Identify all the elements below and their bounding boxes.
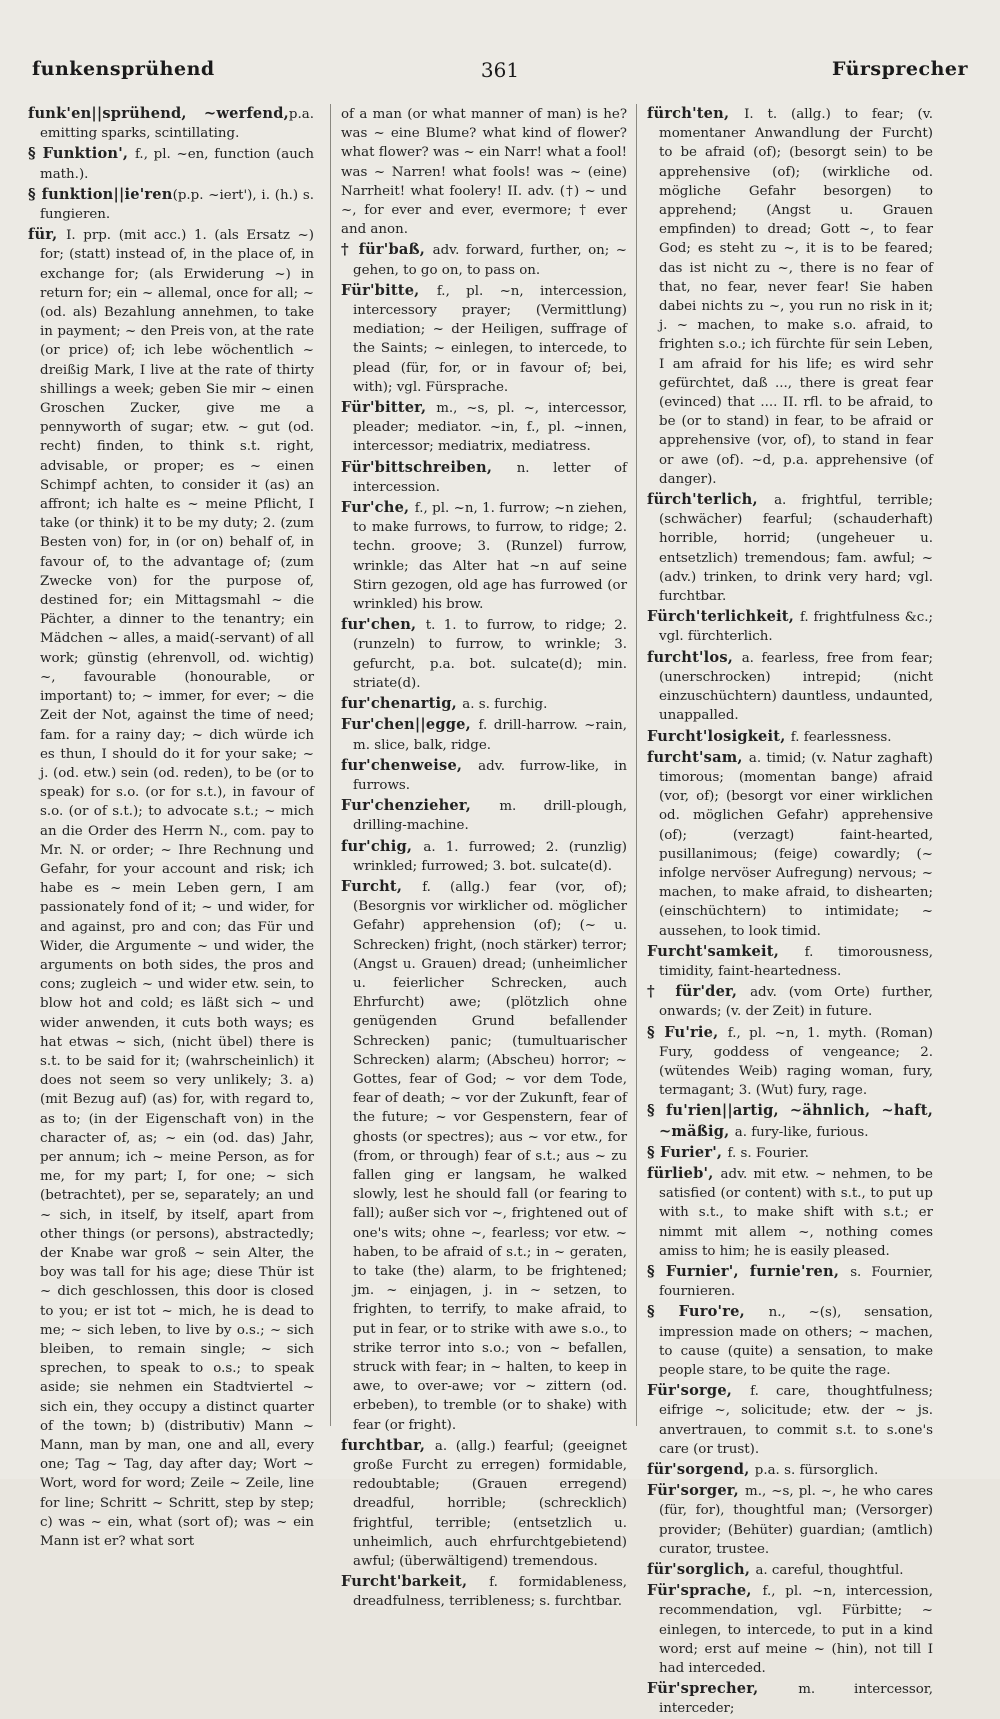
entry-definition: a. s. furchig.	[462, 697, 548, 713]
dictionary-entry	[647, 1560, 933, 1580]
entry-headword: fur'chen,	[341, 616, 426, 634]
dictionary-entry	[341, 104, 627, 239]
entry-definition: f. frightfulness &c.; vgl. fürchterlich.	[659, 610, 933, 645]
entry-headword: § Furier',	[647, 1143, 728, 1161]
entry-definition: a. frightful, terrible; (schwächer) fearful; (schauderhaft) horrible, horrid; (ungeheuer u. entsetzlich) tremendous; fam. awful; ~ (adv.) trinken, to drink very hard; vgl. furchtbar.	[659, 493, 933, 605]
dictionary-entry	[647, 1302, 933, 1380]
entry-headword: furchtbar,	[341, 1436, 435, 1454]
dictionary-entry	[341, 877, 627, 1435]
dictionary-entry	[647, 1143, 933, 1163]
dictionary-entry	[341, 458, 627, 497]
dictionary-entry	[341, 1436, 627, 1571]
dictionary-entry	[28, 104, 314, 143]
entry-headword: furcht'sam,	[647, 748, 749, 766]
entry-headword: Für'bitte,	[341, 281, 437, 299]
dictionary-entry	[647, 727, 933, 747]
entry-definition: f. (allg.) fear (vor, of); (Besorgnis vor wirklicher od. möglicher Gefahr) apprehension (of); (~ u. Schrecken) fright, (noch stärker) terror; (Angst u. Grauen) dread; (unheimlicher u. feierlicher Schrecken, auch Ehrfurcht) awe; (plötzlich ohne genügenden Grund befallender Schrecken) panic; (tumultuarischer Schrecken) alarm; (Abscheu) horror; ~ Gottes, fear of God; ~ vor dem Tode, fear of death; ~ vor der Zukunft, fear of the future; ~ vor Gespenstern, fear of ghosts (or spectres); aus ~ vor etw., for (from, or through) fear of s.t.; aus ~ zu fallen ging er langsam, he walked slowly, lest he should fall (or fearing to fall); außer sich vor ~, frightened out of one's wits; ohne ~, fearless; vor etw. ~ haben, to be afraid of s.t.; in ~ geraten, to take (the) alarm, to be frightened; jm. ~ einjagen, j. in ~ setzen, to frighten, to terrify, to make afraid, to put in fear, or to strike with awe s.o., to strike terror into s.o.; von ~ befallen, struck with fear; in ~ halten, to keep in awe, to over-awe; vor ~ zittern (od. erbeben), to tremble (or to shake) with fear (or fright).	[353, 879, 627, 1433]
entry-headword: Für'sprecher,	[647, 1680, 799, 1698]
entry-headword: § Furnier', furnie'ren,	[647, 1262, 851, 1280]
dictionary-entry	[647, 1101, 933, 1141]
entry-definition: f. formidableness, dreadfulness, terribleness; s. furchtbar.	[353, 1575, 627, 1610]
entry-definition: (p.p. ~iert'), i. (h.) s. fungieren.	[40, 187, 314, 223]
entry-headword: Furcht'losigkeit,	[647, 727, 791, 745]
dictionary-entry	[341, 1572, 627, 1611]
entry-headword: Für'sprache,	[647, 1582, 763, 1600]
dictionary-entry	[341, 398, 627, 457]
entry-headword: Furcht'samkeit,	[647, 942, 805, 960]
entry-headword: Für'bittschreiben,	[341, 458, 517, 476]
dictionary-entry	[647, 648, 933, 726]
entry-definition: m., ~s, pl. ~, intercessor, pleader; mediator. ~in, f., pl. ~innen, intercessor; mediatrix, mediatress.	[353, 401, 627, 455]
header-left-guideword: funkensprühend	[32, 58, 215, 80]
entry-definition: a. careful, thoughtful.	[755, 1563, 904, 1579]
entry-definition: n., ~(s), sensation, impression made on others; ~ machen, to cause (quite) a sensation, to make people stare, to be quite the rage.	[659, 1305, 933, 1378]
entry-definition: a. 1. furrowed; 2. (runzlig) wrinkled; furrowed; 3. bot. sulcate(d).	[353, 839, 627, 874]
entry-headword: Furcht'barkeit,	[341, 1573, 490, 1591]
dictionary-entry	[28, 185, 314, 224]
entry-definition: a. timid; (v. Natur zaghaft) timorous; (momentan bange) afraid (vor, of); (besorgt vor einer wirklichen od. möglichen Gefahr) apprehensive (of); (verzagt) faint-hearted, pusillanimous; (feige) cowardly; (~ infolge nervöser Aufregung) nervous; ~ machen, to make afraid, to dishearten; (einschüchtern) to intimidate; ~ aussehen, to look timid.	[659, 750, 933, 939]
entry-headword: fur'chenweise,	[341, 756, 479, 774]
dictionary-entry	[341, 281, 627, 397]
entry-headword: † für'der,	[647, 983, 751, 1001]
entry-definition: p.a. emitting sparks, scintillating.	[40, 107, 314, 142]
entry-definition: adv. mit etw. ~ nehmen, to be satisfied (or content) with s.t., to put up with s.t., to make shift with s.t.; er nimmt mit allem ~, nothing comes amiss to him; he is easily pleased.	[659, 1166, 933, 1259]
dictionary-entry	[647, 607, 933, 646]
dictionary-entry	[341, 715, 627, 754]
entry-headword: fürch'terlich,	[647, 491, 775, 509]
entry-headword: § Furo're,	[647, 1303, 769, 1321]
entry-definition: f. timorousness, timidity, faint-heartedness.	[659, 944, 933, 979]
entry-definition: f., pl. ~en, function (auch math.).	[40, 147, 314, 182]
entry-headword: Fur'chen||egge,	[341, 716, 479, 734]
entry-headword: funk'en||sprühend, ~werfend,	[28, 105, 289, 122]
entry-headword: § Funktion',	[28, 145, 135, 163]
entry-headword: für'sorgend,	[647, 1461, 755, 1479]
entry-headword: fur'chig,	[341, 837, 424, 855]
entry-definition: f. fearlessness.	[790, 729, 892, 745]
column-divider	[330, 104, 331, 1426]
entry-definition: a. fearless, free from fear; (unerschrocken) intrepid; (nicht einzuschüchtern) dauntless, undaunted, unappalled.	[659, 650, 933, 724]
entry-definition: I. t. (allg.) to fear; (v. momentaner Anwandlung der Furcht) to be afraid (of); (besorgt sein) to be apprehensive (of); (wirkliche od. mögliche Gefahr besorgen) to apprehend; (Angst u. Grauen empfinden) to dread; Gott ~, to fear God; es steht zu ~, it is to be feared; das ist nicht zu ~, there is no fear of that, no fear, never fear! Sie haben dabei nichts zu ~, you run no risk in it; j. ~ machen, to make s.o. afraid, to frighten s.o.; ich fürchte für sein Leben, I am afraid for his life; es wird sehr gefürchtet, daß ..., there is great fear (evinced) that .... II. rfl. to be afraid, to be (or to stand) in fear, to be afraid or apprehensive (vor, of), to stand in fear or awe (of). ~d, p.a. apprehensive (of danger).	[659, 107, 933, 487]
entry-definition: f., pl. ~n, 1. furrow; ~n ziehen, to make furrows, to furrow, to ridge; 2. techn. groove; 3. (Runzel) furrow, wrinkle; das Alter hat ~n auf seine Stirn gezogen, old age has furrowed (or wrinkled) his brow.	[353, 501, 627, 613]
dictionary-entry	[647, 1023, 933, 1101]
entry-definition: p.a. s. fürsorglich.	[754, 1463, 879, 1479]
dictionary-entry	[647, 942, 933, 981]
dictionary-columns	[28, 104, 934, 1717]
dictionary-entry	[647, 1460, 933, 1480]
dictionary-entry	[341, 694, 627, 714]
entry-definition: a. (allg.) fearful; (geeignet große Furcht zu erregen) formidable, redoubtable; (Grauen erregend) dreadful, horrible; (schrecklich) frightful, terrible; (entsetzlich u. unheimlich, auch ehrfurchtgebietend) awful; (überwältigend) tremendous.	[353, 1438, 627, 1570]
entry-definition: adv. forward, further, on; ~ gehen, to go on, to pass on.	[353, 243, 628, 278]
entry-definition: I. prp. (mit acc.) 1. (als Ersatz ~) for; (statt) instead of, in the place of, in exchange for; (als Erwiderung ~) in return for; ein ~ allemal, once for all; ~ (od. als) Bezahlung annehmen, to take in payment; ~ den Preis von, at the rate (or price) of; ich lebe wöchentlich ~ dreißig Mark, I live at the rate of thirty shillings a week; geben Sie mir ~ einen Groschen Zucker, give me a pennyworth of sugar; etw. ~ gut (od. recht) finden, to think s.t. right, advisable, or proper; es ~ einen Schimpf achten, to consider it (as) an affront; ich halte es ~ meine Pflicht, I take (or think) it to be my duty; 2. (zum Besten von) for, in (or on) behalf of, in favour of, to the advantage of; (zum Zwecke von) for the purpose of, destined for; ein Mittagsmahl ~ die Pächter, a dinner to the tenantry; ein Mädchen ~ alles, a maid(-servant) of all work; günstig (ehrenvoll, od. wichtig) ~, favourable (honourable, or important) to; ~ immer, for ever; ~ die Zeit der Not, against the time of need; fam. for a rainy day; ~ dich würde ich es thun, I should do it for your sake; ~ j. (od. etw.) sein (od. reden), to be (or to speak) for s.o. (or for s.t.), in favour of s.o. (or of s.t.); to advocate s.t.; ~ mich an die Order des Herrn N., com. pay to Mr. N. or order; ~ Ihre Rechnung und Gefahr, for your account and risk; ich habe es ~ mein Leben gern, I am passionately fond of it; ~ und wider, for and against, pro and con; das Für und Wider, die Argumente ~ und wider, the arguments on both sides, the pros and cons; zugleich ~ und wider etw. sein, to blow hot and cold; es läßt sich ~ und wider anwenden, it cuts both ways; es hat etwas ~ sich, (nicht übel) there is s.t. to be said for it; (wahrscheinlich) it does not seem so very unlikely; 3. a) (mit Bezug auf) (as) for, with regard to, as to; (in der Eigenschaft von) in the character of, as; ~ ein (od. das) Jahr, per annum; ich ~ meine Person, as for me, for my part; I, for one; ~ sich (betrachtet), per se, separately; an und ~ sich, in itself, by itself, apart from other things (or persons), abstractedly; der Knabe war groß ~ sein Alter, the boy was tall for his age; diese Thür ist ~ dich geschlossen, this door is closed to you; er ist tot ~ mich, he is dead to me; ~ sich leben, to live by o.s.; ~ sich bleiben, to remain single; ~ sich sprechen, to speak to o.s.; to speak aside; sie nehmen ein Stadtviertel ~ sich ein, they occupy a distinct quarter of the town; b) (distributiv) Mann ~ Mann, man by man, one and all, every one; Tag ~ Tag, day after day; Wort ~ Wort, word for word; Zeile ~ Zeile, line for line; Schritt ~ Schritt, step by step; c) was ~ ein, what (sort of); was ~ ein Mann ist er? what sort	[40, 228, 314, 1550]
dictionary-entry	[647, 104, 933, 489]
entry-definition: f. drill-harrow. ~rain, m. slice, balk, ridge.	[353, 718, 627, 753]
column-2	[341, 104, 628, 1610]
entry-headword: für,	[28, 226, 67, 244]
dictionary-entry	[341, 240, 627, 279]
page-number: 361	[480, 58, 520, 82]
entry-definition: f., pl. ~n, 1. myth. (Roman) Fury, goddess of vengeance; 2. (wütendes Weib) raging woman, fury, termagant; 3. (Wut) fury, rage.	[659, 1025, 934, 1099]
dictionary-entry	[28, 225, 314, 1551]
entry-headword: Für'sorger,	[647, 1482, 746, 1500]
entry-definition: m. intercessor, interceder;	[659, 1682, 933, 1717]
entry-headword: Fürch'terlichkeit,	[647, 608, 800, 626]
entry-definition: of a man (or what manner of man) is he? was ~ eine Blume? what kind of flower? what flower? was ~ ein Narr! what a fool! was ~ Narren! what fools! was ~ (eine) Narrheit! what foolery! II. adv. (†) ~ und ~, for ever and ever, evermore; † ever and anon.	[341, 107, 627, 238]
entry-headword: Für'bitter,	[341, 399, 437, 417]
entry-headword: § funktion||ie'ren	[28, 185, 173, 203]
dictionary-entry	[647, 982, 933, 1021]
entry-headword: für'sorglich,	[647, 1561, 756, 1579]
dictionary-entry	[341, 796, 627, 835]
entry-definition: f., pl. ~n, intercession, intercessory prayer; (Vermittlung) mediation; ~ der Heiligen, suffrage of the Saints; ~ einlegen, to intercede, to plead (für, for, or in favour of; bei, with); vgl. Fürsprache.	[353, 283, 628, 395]
dictionary-entry	[647, 748, 933, 941]
dictionary-entry	[647, 490, 933, 606]
dictionary-entry	[341, 756, 627, 795]
entry-definition: t. 1. to furrow, to ridge; 2. (runzeln) to furrow, to wrinkle; 3. gefurcht, p.a. bot. sulcate(d); min. striate(d).	[353, 618, 627, 691]
entry-headword: † für'baß,	[341, 241, 433, 259]
entry-definition: n. letter of intercession.	[353, 460, 627, 495]
dictionary-entry	[647, 1381, 933, 1459]
dictionary-entry	[341, 837, 627, 876]
column-1	[28, 104, 314, 1550]
entry-headword: § Fu'rie,	[647, 1023, 728, 1041]
column-3	[647, 104, 934, 1717]
entry-definition: s. Fournier, fournieren.	[659, 1264, 933, 1300]
entry-headword: fur'chenartig,	[341, 695, 463, 713]
dictionary-entry	[647, 1679, 933, 1718]
entry-headword: Für'sorge,	[647, 1382, 751, 1400]
dictionary-entry	[647, 1164, 933, 1261]
dictionary-entry	[647, 1262, 933, 1301]
dictionary-entry	[647, 1481, 933, 1559]
entry-definition: adv. (vom Orte) further, onwards; (v. der Zeit) in future.	[659, 985, 933, 1020]
header-right-guideword: Fürsprecher	[831, 58, 968, 80]
entry-definition: f. care, thoughtfulness; eifrige ~, solicitude; etw. der ~ js. anvertrauen, to commit s.t. to s.one's care (or trust).	[659, 1384, 933, 1457]
entry-headword: § fu'rien||artig, ~ähnlich, ~haft, ~mäßig,	[647, 1102, 933, 1140]
dictionary-entry	[28, 144, 314, 183]
dictionary-entry	[341, 498, 627, 614]
entry-definition: m., ~s, pl. ~, he who cares (für, for), thoughtful man; (Versorger) provider; (Behüter) guardian; (amtlich) curator, trustee.	[659, 1484, 933, 1557]
entry-headword: fürch'ten,	[647, 105, 745, 122]
dictionary-entry	[341, 615, 627, 693]
entry-headword: Fur'chenzieher,	[341, 797, 500, 815]
entry-definition: f., pl. ~n, intercession, recommendation, vgl. Fürbitte; ~ einlegen, to intercede, to put in a kind word; erst auf meine ~ (hin), not till I had interceded.	[659, 1584, 934, 1677]
entry-definition: adv. furrow-like, in furrows.	[353, 758, 628, 793]
page-header	[30, 58, 970, 88]
entry-definition: f. s. Fourier.	[727, 1145, 809, 1161]
entry-definition: a. fury-like, furious.	[734, 1124, 869, 1140]
column-divider	[636, 104, 637, 1426]
entry-headword: furcht'los,	[647, 648, 742, 666]
entry-headword: fürlieb',	[647, 1164, 721, 1182]
entry-definition: m. drill-plough, drilling-machine.	[353, 799, 627, 834]
dictionary-entry	[647, 1581, 933, 1678]
entry-headword: Furcht,	[341, 877, 423, 895]
entry-headword: Fur'che,	[341, 499, 415, 517]
